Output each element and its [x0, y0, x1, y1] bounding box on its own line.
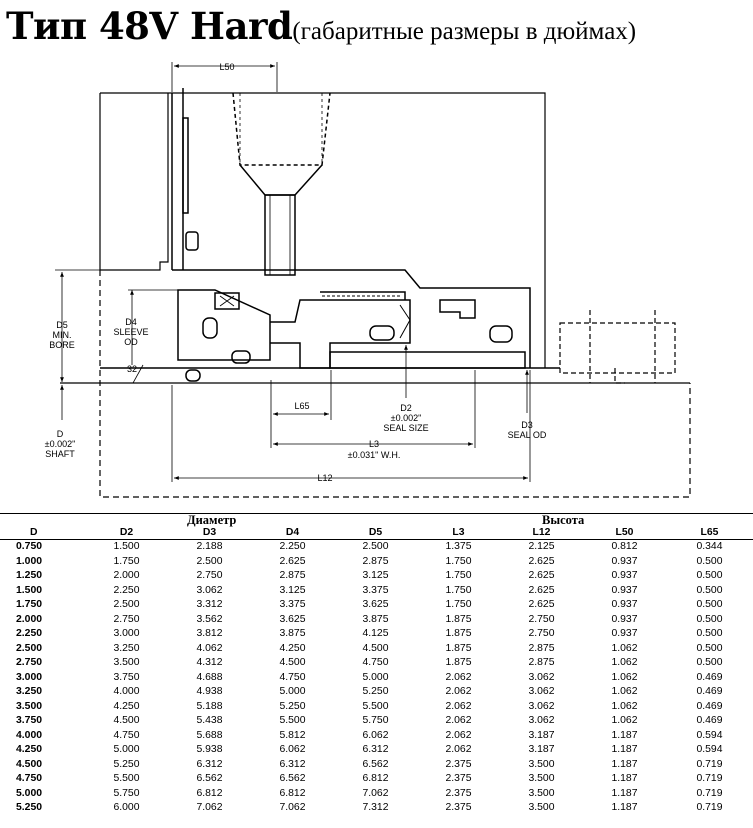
- cell-l3: 2.062: [445, 686, 472, 697]
- table-row: [0, 598, 753, 613]
- cell-d5: 4.500: [362, 642, 389, 654]
- cell-l12: 3.500: [528, 773, 555, 784]
- cell-l50: 1.062: [611, 657, 638, 668]
- cell-l12: 3.062: [528, 671, 555, 683]
- cell-d3: 4.062: [196, 642, 223, 654]
- cell-l65: 0.469: [696, 686, 723, 697]
- table-row: [0, 801, 753, 816]
- cell-l65: 0.500: [696, 570, 723, 581]
- cell-l12: 2.750: [528, 628, 555, 639]
- cell-l65: 0.469: [696, 715, 723, 726]
- cell-l12: 3.062: [528, 715, 555, 726]
- cell-l3: 1.750: [445, 555, 472, 567]
- cell-d3: 6.562: [196, 773, 223, 784]
- cell-d: 2.750: [16, 657, 43, 668]
- table-row: [0, 758, 753, 773]
- cell-d: 4.250: [16, 744, 43, 755]
- cell-l12: 2.625: [528, 555, 555, 567]
- cell-d4: 7.062: [279, 802, 306, 813]
- column-header-d3: D3: [168, 527, 251, 540]
- cell-l65: 0.469: [696, 671, 723, 683]
- cell-l50: 0.937: [611, 555, 638, 567]
- cell-d2: 1.500: [113, 541, 140, 552]
- table-row: [0, 540, 753, 555]
- label-d-shaft: SHAFT: [45, 449, 75, 459]
- cell-d5: 6.812: [362, 773, 389, 784]
- cell-d2: 4.000: [113, 686, 140, 697]
- cell-l12: 3.187: [528, 744, 555, 755]
- cell-d4: 5.812: [279, 729, 306, 741]
- label-d3-od: SEAL OD: [507, 430, 547, 440]
- cell-d5: 5.250: [362, 686, 389, 697]
- table-row: [0, 627, 753, 642]
- table-row: [0, 787, 753, 802]
- table-row: [0, 685, 753, 700]
- cell-l12: 2.875: [528, 657, 555, 668]
- cell-l50: 0.812: [611, 541, 638, 552]
- cell-d: 3.500: [16, 700, 43, 712]
- cell-d3: 3.562: [196, 613, 223, 625]
- cell-l65: 0.594: [696, 744, 723, 755]
- cell-d: 2.250: [16, 628, 43, 639]
- cell-d2: 5.250: [113, 758, 140, 770]
- cell-l3: 2.062: [445, 715, 472, 726]
- cell-d3: 5.938: [196, 744, 223, 755]
- label-l50: L50: [219, 62, 235, 72]
- title-subtitle: (габаритные размеры в дюймах): [292, 18, 637, 45]
- right-dashed-part: [560, 310, 675, 383]
- cell-l65: 0.719: [696, 758, 723, 770]
- cell-d5: 3.625: [362, 599, 389, 610]
- column-header-l50: L50: [583, 527, 666, 540]
- cell-l50: 1.187: [611, 773, 638, 784]
- cell-l12: 3.500: [528, 758, 555, 770]
- table-row: [0, 642, 753, 657]
- cell-d2: 5.750: [113, 787, 140, 799]
- table-group-header: [0, 514, 753, 527]
- cell-d5: 4.750: [362, 657, 389, 668]
- cell-d: 3.750: [16, 715, 43, 726]
- cell-l65: 0.500: [696, 613, 723, 625]
- cell-d4: 6.562: [279, 773, 306, 784]
- cell-l65: 0.344: [696, 541, 723, 552]
- cell-l50: 1.062: [611, 671, 638, 683]
- cell-d4: 3.125: [279, 584, 306, 596]
- cell-d5: 5.750: [362, 715, 389, 726]
- label-d2-tol: ±0.002": [390, 413, 422, 423]
- cell-d3: 3.812: [196, 628, 223, 639]
- cell-d3: 2.188: [196, 541, 223, 552]
- column-header-l65: L65: [666, 527, 753, 540]
- column-header-d4: D4: [251, 527, 334, 540]
- cell-l50: 1.187: [611, 802, 638, 813]
- cell-l65: 0.719: [696, 802, 723, 813]
- cell-d: 1.750: [16, 599, 43, 610]
- cell-d5: 2.875: [362, 555, 389, 567]
- label-d4-sleeve: SLEEVE: [113, 327, 149, 337]
- table-row: [0, 584, 753, 599]
- cell-d3: 5.188: [196, 700, 223, 712]
- cell-d2: 5.500: [113, 773, 140, 784]
- cell-d5: 3.125: [362, 570, 389, 581]
- cell-d5: 3.375: [362, 584, 389, 596]
- cell-l3: 2.062: [445, 729, 472, 741]
- cell-d5: 2.500: [362, 541, 389, 552]
- label-l3: L3: [368, 439, 380, 449]
- cell-l3: 1.875: [445, 628, 472, 639]
- housing-outline: [60, 93, 690, 497]
- table-row: [0, 714, 753, 729]
- cell-d3: 4.938: [196, 686, 223, 697]
- cell-l3: 2.062: [445, 671, 472, 683]
- cell-d: 3.250: [16, 686, 43, 697]
- cell-d2: 2.750: [113, 613, 140, 625]
- column-header-l12: L12: [500, 527, 583, 540]
- cell-d: 4.000: [16, 729, 43, 741]
- cell-l3: 2.062: [445, 744, 472, 755]
- cell-l3: 2.062: [445, 700, 472, 712]
- label-l12: L12: [317, 473, 333, 483]
- cell-d2: 1.750: [113, 555, 140, 567]
- cell-d2: 3.000: [113, 628, 140, 639]
- cell-d2: 5.000: [113, 744, 140, 755]
- cell-d4: 6.812: [279, 787, 306, 799]
- cell-d3: 6.812: [196, 787, 223, 799]
- cell-d2: 3.500: [113, 657, 140, 668]
- cell-d: 4.500: [16, 758, 43, 770]
- cell-l50: 1.187: [611, 744, 638, 755]
- cell-d4: 3.875: [279, 628, 306, 639]
- dimension-lines: [52, 62, 530, 482]
- cell-d: 0.750: [16, 541, 43, 552]
- cell-d: 2.500: [16, 642, 43, 654]
- cell-l50: 0.937: [611, 613, 638, 625]
- column-header-d2: D2: [85, 527, 168, 540]
- cell-l12: 2.625: [528, 570, 555, 581]
- cell-l65: 0.500: [696, 555, 723, 567]
- cell-d4: 6.312: [279, 758, 306, 770]
- cell-d3: 5.688: [196, 729, 223, 741]
- label-d: D: [56, 429, 64, 439]
- label-angle: 32: [127, 364, 138, 374]
- cell-l50: 1.062: [611, 642, 638, 654]
- cell-l50: 1.187: [611, 758, 638, 770]
- cell-d: 5.250: [16, 802, 43, 813]
- cell-d: 4.750: [16, 773, 43, 784]
- label-d5: D5: [56, 320, 68, 330]
- cell-d3: 7.062: [196, 802, 223, 813]
- cell-l3: 1.750: [445, 584, 472, 596]
- table-row: [0, 671, 753, 686]
- table-row: [0, 729, 753, 744]
- cell-d2: 4.250: [113, 700, 140, 712]
- cell-l50: 1.062: [611, 686, 638, 697]
- cell-d5: 4.125: [362, 628, 389, 639]
- cell-l65: 0.500: [696, 642, 723, 654]
- cell-d4: 4.750: [279, 671, 306, 683]
- flush-port: [233, 93, 330, 275]
- cell-d: 5.000: [16, 787, 43, 799]
- cell-l50: 0.937: [611, 599, 638, 610]
- cell-d2: 6.000: [113, 802, 140, 813]
- cell-l3: 2.375: [445, 773, 472, 784]
- cell-l50: 1.062: [611, 715, 638, 726]
- label-d-tol: ±0.002": [44, 439, 76, 449]
- group-header-diameter: Диаметр: [187, 513, 237, 527]
- cell-d2: 4.750: [113, 729, 140, 741]
- cell-l3: 2.375: [445, 802, 472, 813]
- label-l3-tol: ±0.031" W.H.: [347, 450, 401, 460]
- cell-l12: 3.500: [528, 787, 555, 799]
- dimension-table: [0, 514, 753, 816]
- label-d3: D3: [521, 420, 533, 430]
- label-d2: D2: [400, 403, 412, 413]
- cell-l12: 2.125: [528, 541, 555, 552]
- cell-d4: 4.500: [279, 657, 306, 668]
- column-header-d: D: [0, 527, 85, 540]
- table-body: [0, 540, 753, 816]
- label-d2-size: SEAL SIZE: [383, 423, 429, 433]
- column-header-d5: D5: [334, 527, 417, 540]
- cell-d5: 3.875: [362, 613, 389, 625]
- cell-l3: 1.375: [445, 541, 472, 552]
- table-row: [0, 555, 753, 570]
- cell-d5: 7.312: [362, 802, 389, 813]
- cell-l65: 0.500: [696, 657, 723, 668]
- cell-d2: 2.000: [113, 570, 140, 581]
- cell-d4: 4.250: [279, 642, 306, 654]
- cell-d3: 3.312: [196, 599, 223, 610]
- cell-l3: 1.875: [445, 657, 472, 668]
- label-d4: D4: [125, 317, 137, 327]
- cell-l12: 3.062: [528, 686, 555, 697]
- gland-block: [172, 88, 530, 368]
- cell-d5: 5.000: [362, 671, 389, 683]
- dimension-table-wrap: [0, 513, 753, 816]
- label-d5-bore: BORE: [49, 340, 75, 350]
- cell-d4: 3.625: [279, 613, 306, 625]
- cell-d: 1.000: [16, 555, 43, 567]
- cell-d5: 6.312: [362, 744, 389, 755]
- label-d4-od: OD: [124, 337, 138, 347]
- cell-d: 1.500: [16, 584, 43, 596]
- table-row: [0, 772, 753, 787]
- cell-d5: 5.500: [362, 700, 389, 712]
- cell-l65: 0.500: [696, 599, 723, 610]
- cell-l12: 3.062: [528, 700, 555, 712]
- cell-d4: 2.875: [279, 570, 306, 581]
- cell-l3: 1.750: [445, 599, 472, 610]
- cell-d3: 4.312: [196, 657, 223, 668]
- cell-d4: 5.250: [279, 700, 306, 712]
- group-header-height: Высота: [542, 513, 585, 527]
- cell-l3: 1.875: [445, 613, 472, 625]
- cell-l50: 0.937: [611, 570, 638, 581]
- cell-d5: 7.062: [362, 787, 389, 799]
- cell-l12: 2.875: [528, 642, 555, 654]
- cell-d4: 6.062: [279, 744, 306, 755]
- dimension-labels: [45, 62, 547, 483]
- cell-l3: 1.875: [445, 642, 472, 654]
- cell-d: 2.000: [16, 613, 43, 625]
- cell-d5: 6.062: [362, 729, 389, 741]
- column-header-l3: L3: [417, 527, 500, 540]
- cell-d3: 5.438: [196, 715, 223, 726]
- cell-d2: 2.500: [113, 599, 140, 610]
- cell-l3: 1.750: [445, 570, 472, 581]
- label-d5-min: MIN.: [52, 330, 72, 340]
- cell-l65: 0.719: [696, 773, 723, 784]
- cell-l12: 2.625: [528, 599, 555, 610]
- cell-l50: 0.937: [611, 584, 638, 596]
- cell-l65: 0.594: [696, 729, 723, 741]
- cell-d3: 2.750: [196, 570, 223, 581]
- cell-l65: 0.469: [696, 700, 723, 712]
- cell-d5: 6.562: [362, 758, 389, 770]
- cell-d2: 3.750: [113, 671, 140, 683]
- cell-l12: 3.500: [528, 802, 555, 813]
- cell-d2: 3.250: [113, 642, 140, 654]
- cell-l12: 2.625: [528, 584, 555, 596]
- cell-l50: 1.062: [611, 700, 638, 712]
- table-row: [0, 700, 753, 715]
- cell-d3: 6.312: [196, 758, 223, 770]
- cell-d3: 3.062: [196, 584, 223, 596]
- cell-d4: 5.500: [279, 715, 306, 726]
- cell-l12: 3.187: [528, 729, 555, 741]
- table-row: [0, 569, 753, 584]
- cell-d3: 2.500: [196, 555, 223, 567]
- cell-l50: 0.937: [611, 628, 638, 639]
- table-row: [0, 743, 753, 758]
- cell-d: 3.000: [16, 671, 43, 683]
- cell-l50: 1.187: [611, 787, 638, 799]
- cell-d4: 2.250: [279, 541, 306, 552]
- cell-d4: 3.375: [279, 599, 306, 610]
- table-row: [0, 613, 753, 628]
- cell-l65: 0.719: [696, 787, 723, 799]
- cell-l65: 0.500: [696, 628, 723, 639]
- cell-d4: 5.000: [279, 686, 306, 697]
- cell-l3: 2.375: [445, 787, 472, 799]
- cell-d2: 2.250: [113, 584, 140, 596]
- table-row: [0, 656, 753, 671]
- cell-d3: 4.688: [196, 671, 223, 683]
- cell-l50: 1.187: [611, 729, 638, 741]
- table-column-headers: [0, 527, 753, 540]
- title-main: Тип 48V Hard: [6, 4, 293, 48]
- cell-d2: 4.500: [113, 715, 140, 726]
- cell-d4: 2.625: [279, 555, 306, 567]
- cell-d: 1.250: [16, 570, 43, 581]
- label-l65: L65: [294, 401, 310, 411]
- cell-l3: 2.375: [445, 758, 472, 770]
- cell-l12: 2.750: [528, 613, 555, 625]
- cell-l65: 0.500: [696, 584, 723, 596]
